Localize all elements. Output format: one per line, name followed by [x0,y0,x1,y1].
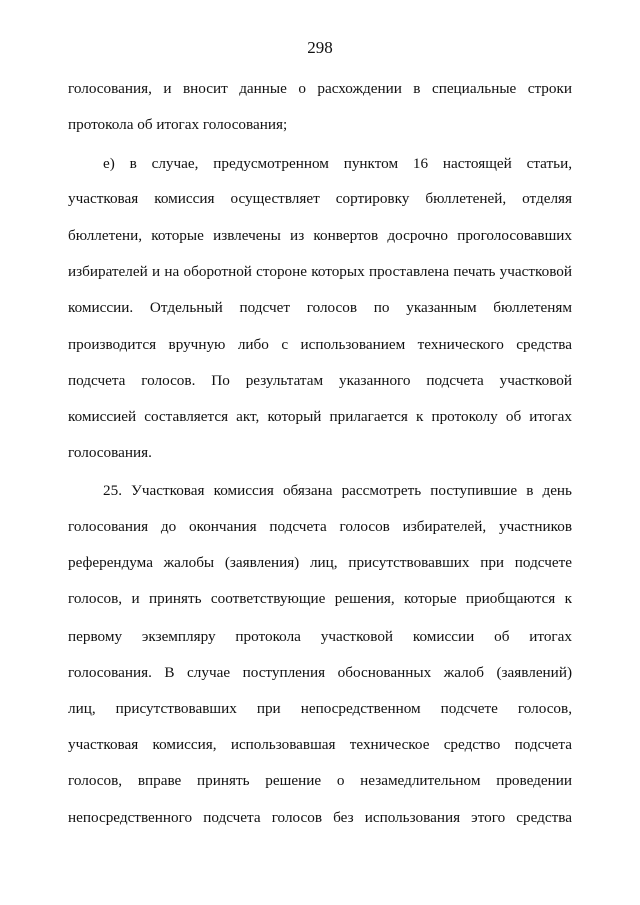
text-line: протокола об итогах голосования; [68,116,288,133]
text-line: комиссии. Отдельный подсчет голосов по указанным бюллетеням [68,299,572,316]
text-line: избирателей и на оборотной стороне которых проставлена печать участковой [68,263,572,280]
text-line: голосования, и вносит данные о расхождении в специальные строки [68,80,572,97]
text-line: бюллетени, которые извлечены из конвертов досрочно проголосовавших [68,227,572,244]
text-line: голосования. [68,444,152,461]
text-line: первому экземпляру протокола участковой комиссии об итогах [68,628,572,645]
text-line: голосов, и принять соответствующие решения, которые приобщаются к [68,590,572,607]
text-line: комиссией составляется акт, который прилагается к протоколу об итогах [68,408,572,425]
text-line: голосования до окончания подсчета голосов избирателей, участников [68,518,572,535]
text-line: подсчета голосов. По результатам указанного подсчета участковой [68,372,572,389]
page-number: 298 [307,38,333,57]
text-line: е) в случае, предусмотренном пунктом 16 настоящей статьи, [103,155,572,172]
text-line: голосов, вправе принять решение о незамедлительном проведении [68,772,572,789]
text-line: участковая комиссия, использовавшая техническое средство подсчета [68,736,572,753]
text-line: производится вручную либо с использованием технического средства [68,336,572,353]
text-line: голосования. В случае поступления обоснованных жалоб (заявлений) [68,664,572,681]
text-line: участковая комиссия осуществляет сортировку бюллетеней, отделяя [68,190,572,207]
text-line: референдума жалобы (заявления) лиц, присутствовавших при подсчете [68,554,572,571]
text-line: непосредственного подсчета голосов без использования этого средства [68,809,572,826]
text-line: 25. Участковая комиссия обязана рассмотреть поступившие в день [103,482,572,499]
text-line: лиц, присутствовавших при непосредственном подсчете голосов, [68,700,572,717]
